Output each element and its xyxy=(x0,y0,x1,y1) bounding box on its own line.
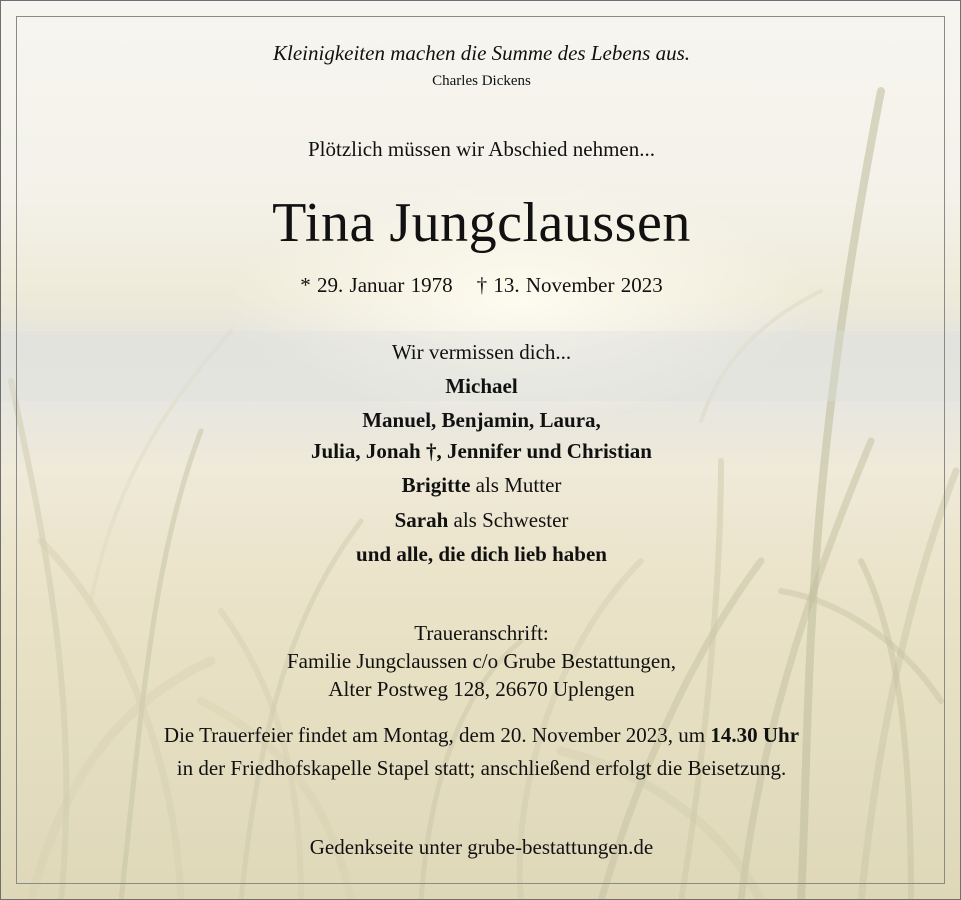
mourner-mother-role: als Mutter xyxy=(475,473,562,497)
memorial-page-link[interactable]: Gedenkseite unter grube-bestattungen.de xyxy=(309,835,654,859)
mourner-line-5 xyxy=(1,508,961,533)
funeral-time: 14.30 Uhr xyxy=(710,723,800,747)
funeral-line-2: in der Friedhofskapelle Stapel statt; anschließend erfolgt die Beisetzung. xyxy=(176,756,787,780)
deceased-name: Tina Jungclaussen xyxy=(272,192,691,254)
life-dates xyxy=(1,273,961,298)
mourner-sister-role: als Schwester xyxy=(453,508,569,532)
address-line-1: Familie Jungclaussen c/o Grube Bestattungen, xyxy=(286,649,676,673)
mourner-line-4 xyxy=(1,473,961,498)
funeral-line-1 xyxy=(1,723,961,748)
mourner-line-2: Manuel, Benjamin, Laura, xyxy=(362,408,601,432)
mourner-mother-name: Brigitte xyxy=(401,473,471,497)
funeral-date-text: Die Trauerfeier findet am Montag, dem 20. November 2023, um xyxy=(163,723,706,747)
birth-date: * 29. Januar 1978 xyxy=(300,273,453,297)
death-date: † 13. November 2023 xyxy=(476,273,663,297)
quote-author: Charles Dickens xyxy=(432,73,531,89)
address-heading: Traueranschrift: xyxy=(414,621,549,645)
quote-text: Kleinigkeiten machen die Summe des Lebens aus. xyxy=(273,41,690,65)
mourner-line-3: Julia, Jonah †, Jennifer und Christian xyxy=(311,439,652,463)
mourners-intro: Wir vermissen dich... xyxy=(391,340,572,364)
mourner-line-1: Michael xyxy=(445,374,518,398)
address-line-2: Alter Postweg 128, 26670 Uplengen xyxy=(328,677,635,701)
notice-content xyxy=(1,1,961,900)
farewell-intro: Plötzlich müssen wir Abschied nehmen... xyxy=(307,137,656,161)
mourner-sister-name: Sarah xyxy=(394,508,449,532)
mourner-line-6: und alle, die dich lieb haben xyxy=(356,542,607,566)
